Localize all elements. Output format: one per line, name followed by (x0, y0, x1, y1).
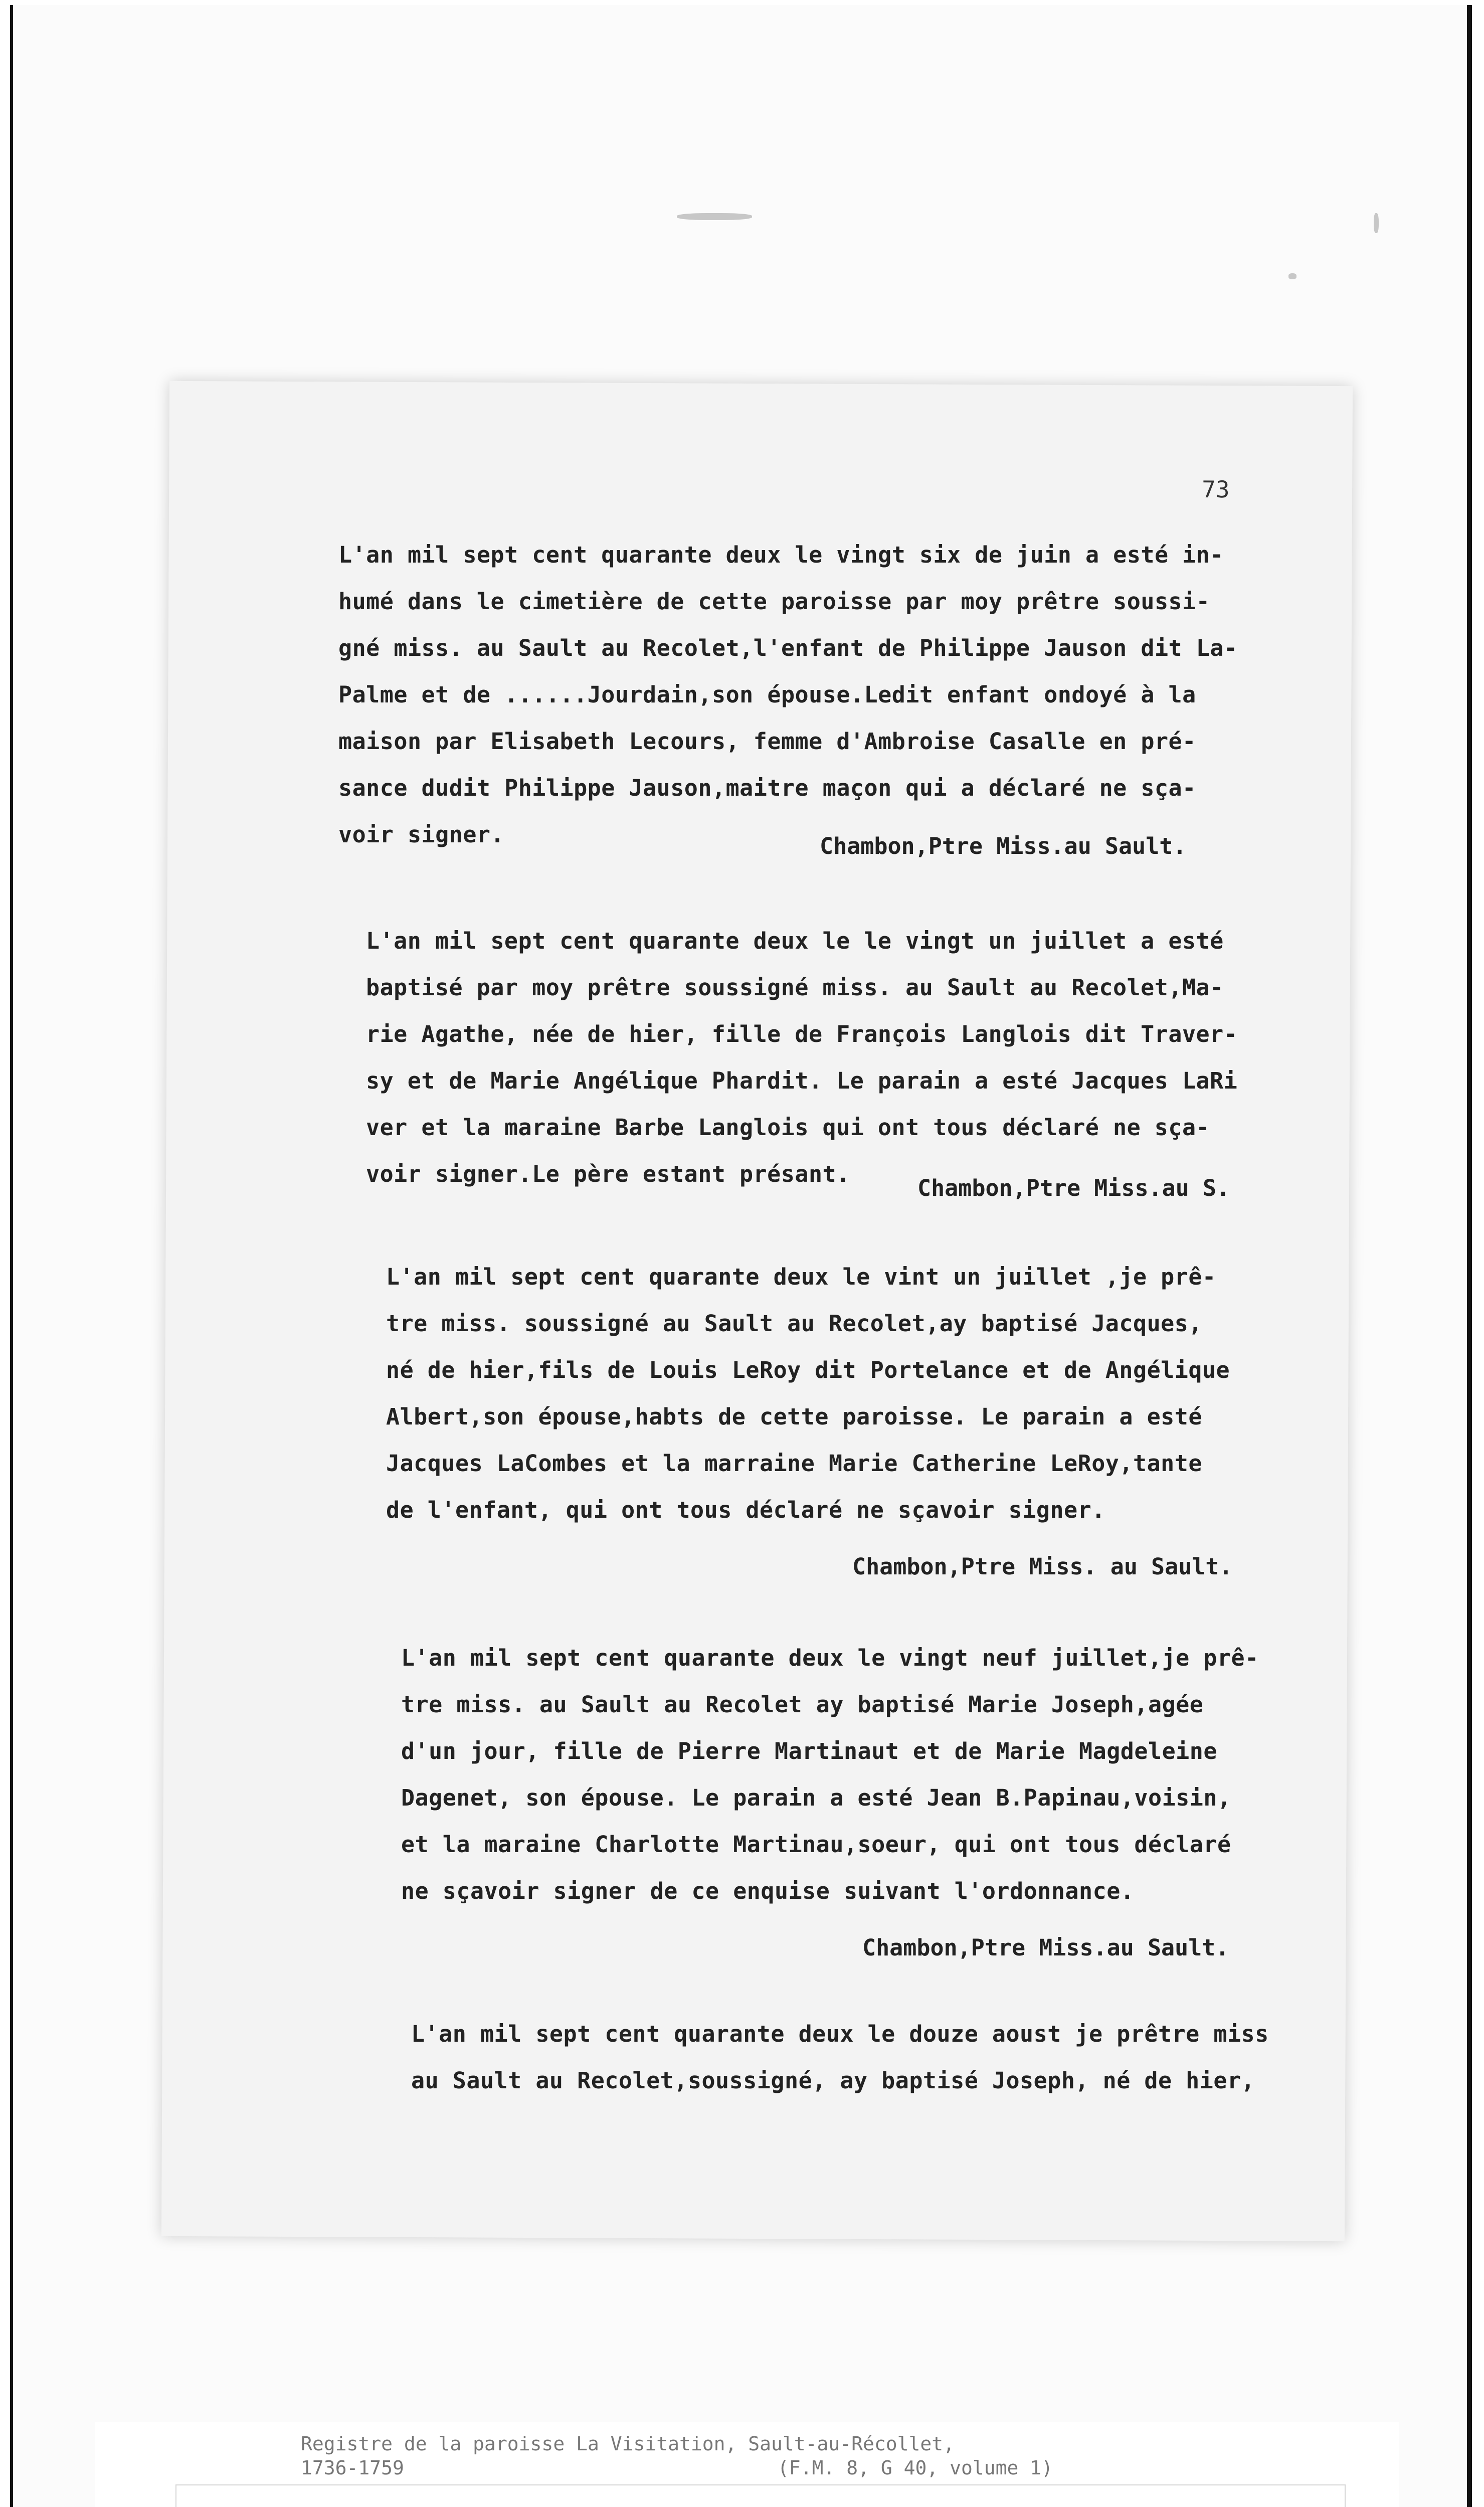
entry-line: L'an mil sept cent quarante deux le douze aoust je prêtre miss (411, 2021, 1269, 2047)
entry-line: ver et la maraine Barbe Langlois qui ont tous déclaré ne sça- (366, 1114, 1210, 1141)
page-number: 73 (1202, 475, 1230, 503)
citation-reference: (F.M. 8, G 40, volume 1) (777, 2457, 1053, 2479)
entry-line: L'an mil sept cent quarante deux le le vingt un juillet a esté (366, 928, 1224, 954)
entry-line: de l'enfant, qui ont tous déclaré ne sçavoir signer. (386, 1497, 1105, 1523)
entry-signature: Chambon,Ptre Miss. au Sault. (852, 1553, 1233, 1580)
document-citation (301, 2432, 1153, 2480)
entry-line: baptisé par moy prêtre soussigné miss. au Sault au Recolet,Ma- (366, 974, 1224, 1001)
citation-line (301, 2456, 1153, 2480)
entry-line: tre miss. soussigné au Sault au Recolet,ay baptisé Jacques, (386, 1310, 1202, 1337)
register-entry (386, 1254, 1329, 1580)
register-entry (366, 918, 1309, 1201)
entry-line: né de hier,fils de Louis LeRoy dit Portelance et de Angélique (386, 1357, 1230, 1383)
register-entry (411, 2011, 1354, 2104)
entry-line: maison par Elisabeth Lecours, femme d'Ambroise Casalle en pré- (338, 728, 1196, 755)
entry-line: Palme et de ......Jourdain,son épouse.Ledit enfant ondoyé à la (338, 681, 1196, 708)
entry-line: ne sçavoir signer de ce enquise suivant l'ordonnance. (401, 1878, 1135, 1904)
entry-line: L'an mil sept cent quarante deux le vingt six de juin a esté in- (338, 542, 1224, 568)
entry-line: et la maraine Charlotte Martinau,soeur, qui ont tous déclaré (401, 1831, 1231, 1858)
scan-smudge (677, 213, 752, 220)
entry-line: Albert,son épouse,habts de cette paroisse. Le parain a esté (386, 1403, 1202, 1430)
entry-line: humé dans le cimetière de cette paroisse par moy prêtre soussi- (338, 588, 1210, 615)
register-entry (338, 531, 1281, 859)
entry-line: au Sault au Recolet,soussigné, ay baptisé Joseph, né de hier, (411, 2067, 1255, 2094)
entry-line: voir signer.Le père estant présant. (366, 1161, 850, 1187)
citation-line: Registre de la paroisse La Visitation, Sault-au-Récollet, (301, 2433, 955, 2455)
entry-line: gné miss. au Sault au Recolet,l'enfant de Philippe Jauson dit La- (338, 635, 1238, 661)
archive-label-box (175, 2484, 1346, 2507)
citation-dates: 1736-1759 (301, 2457, 404, 2479)
register-entry (401, 1635, 1344, 1961)
entry-line: L'an mil sept cent quarante deux le vint un juillet ,je prê- (386, 1264, 1216, 1290)
entry-line: sance dudit Philippe Jauson,maitre maçon qui a déclaré ne sça- (338, 775, 1196, 801)
entry-line: voir signer. (338, 821, 505, 848)
scan-smudge (1374, 213, 1379, 233)
scan-smudge (1288, 273, 1296, 279)
entry-signature: Chambon,Ptre Miss.au S. (917, 1175, 1230, 1201)
entry-line: d'un jour, fille de Pierre Martinaut et de Marie Magdeleine (401, 1738, 1217, 1764)
entry-line: L'an mil sept cent quarante deux le vingt neuf juillet,je prê- (401, 1645, 1259, 1671)
entry-signature: Chambon,Ptre Miss.au Sault. (862, 1934, 1229, 1961)
entry-line: tre miss. au Sault au Recolet ay baptisé Marie Joseph,agée (401, 1691, 1204, 1718)
entry-line: rie Agathe, née de hier, fille de François Langlois dit Traver- (366, 1021, 1238, 1047)
entry-line: Dagenet, son épouse. Le parain a esté Jean B.Papinau,voisin, (401, 1784, 1231, 1811)
entry-signature: Chambon,Ptre Miss.au Sault. (820, 833, 1187, 859)
entry-line: sy et de Marie Angélique Phardit. Le parain a esté Jacques LaRi (366, 1067, 1238, 1094)
entry-line: Jacques LaCombes et la marraine Marie Catherine LeRoy,tante (386, 1450, 1202, 1477)
